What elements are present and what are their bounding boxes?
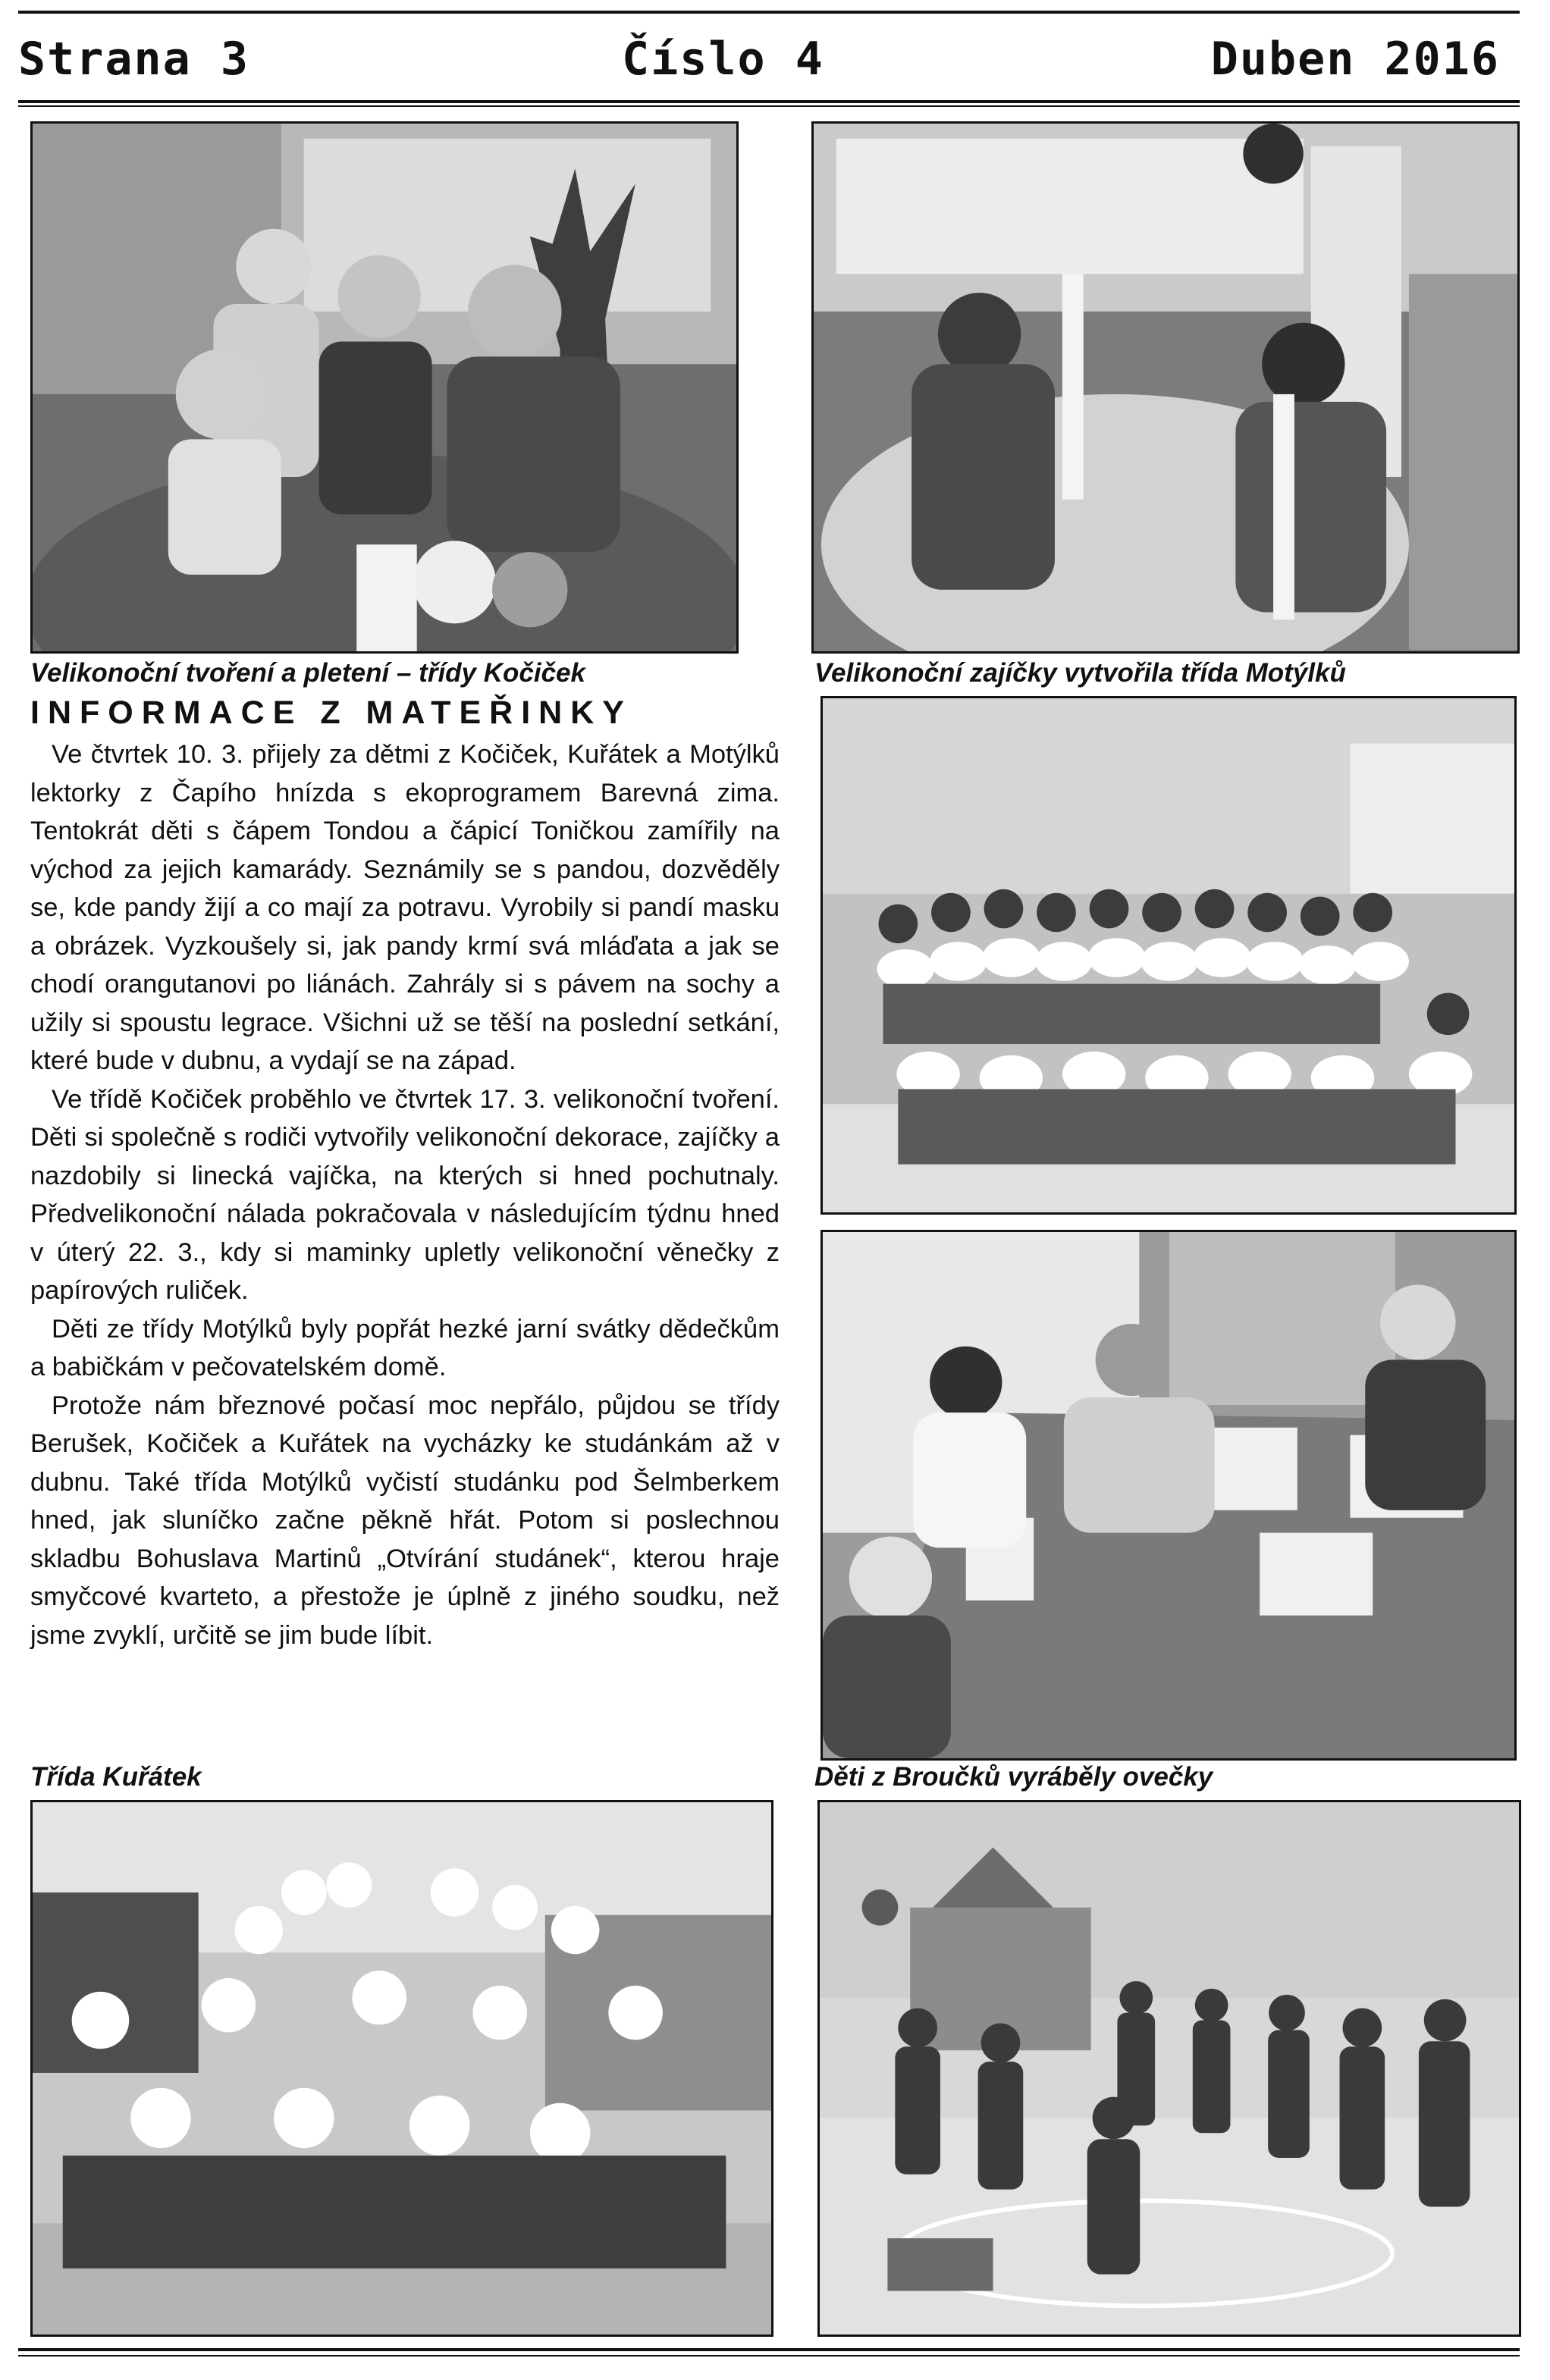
article-paragraph: Protože nám březnové počasí moc nepřálo, půjdou se třídy Berušek, Kočiček a Kuřátek na vycházky ke studánkám až v dubnu. Také třída Motýlků vyčistí studánku pod Šelmberkem hned, jak sluníčko začne pěkně hřát. Potom si poslechnou skladbu Bohuslava Martinů „Otvírání studánek“, kterou hraje smyčcové kvarteto, a přestože je úplně z jiného soudku, než jsme zvyklí, určitě se jim bude líbit.: [30, 1391, 780, 1650]
issue-number: Číslo 4: [622, 33, 824, 86]
issue-date: Duben 2016: [1210, 33, 1500, 86]
photo-kocicek-craft: [30, 121, 739, 654]
article-paragraph: Ve čtvrtek 10. 3. přijely za dětmi z Kočiček, Kuřátek a Motýlků lektorky z Čapího hnízda s ekoprogramem Barevná zima. Tentokrát děti s čápem Tondou a čápicí Toničkou zamířily na východ za jejich kamarády. Seznámily se s pandou, dozvěděly se, kde pandy žijí a co mají za potravu. Vyrobily si pandí masku a obrázek. Vyzkoušely si, jak pandy krmí svá mláďata a jak se chodí orangutanovi po liánách. Zahrály si s pávem na sochy a užily si spoustu legrace. Všichni už se těší na poslední setkání, které bude v dubnu, a vydají se na západ.: [30, 740, 780, 1075]
article-paragraph: Ve třídě Kočiček proběhlo ve čtvrtek 17. 3. velikonoční tvoření. Děti si společně s rodiči vytvořily velikonoční dekorace, zajíčky a nazdobily si linecká vajíčka, na kterých si hned pochutnaly. Předvelikonoční nálada pokračovala v následujícím týdnu hned v úterý 22. 3., kdy si maminky upletly velikonoční věnečky z papírových ruliček.: [30, 1084, 780, 1305]
caption-motylku: Velikonoční zajíčky vytvořila třída Motýlků: [814, 658, 1346, 688]
photo-group-bunnies: [820, 696, 1517, 1215]
photo-playroom: [817, 1800, 1521, 2337]
article-body: [30, 735, 780, 1654]
header-rule-top: [18, 11, 1520, 14]
caption-broucku: Děti z Broučků vyráběly ovečky: [814, 1762, 1213, 1792]
photo-kuratek: [30, 1800, 773, 2337]
header-rule-bottom: [18, 100, 1520, 103]
footer-rule-thin: [18, 2355, 1520, 2356]
photo-broucku-sheep: [820, 1230, 1517, 1761]
photo-kocicek-image: [33, 124, 736, 651]
caption-kuratek: Třída Kuřátek: [30, 1762, 202, 1792]
article-title: INFORMACE Z MATEŘINKY: [30, 695, 632, 731]
photo-motylku-craft: [811, 121, 1520, 654]
photo-group-bunnies-image: [823, 698, 1514, 1212]
footer-rule: [18, 2348, 1520, 2351]
photo-playroom-image: [820, 1802, 1519, 2335]
header-rule-thin: [18, 105, 1520, 107]
photo-motylku-image: [814, 124, 1517, 651]
article-paragraph: Děti ze třídy Motýlků byly popřát hezké jarní svátky dědečkům a babičkám v pečovatelském domě.: [30, 1314, 780, 1381]
page-number: Strana 3: [18, 33, 249, 86]
photo-broucku-image: [823, 1232, 1514, 1758]
photo-kuratek-image: [33, 1802, 771, 2335]
caption-kocicek: Velikonoční tvoření a pletení – třídy Kočiček: [30, 658, 585, 688]
